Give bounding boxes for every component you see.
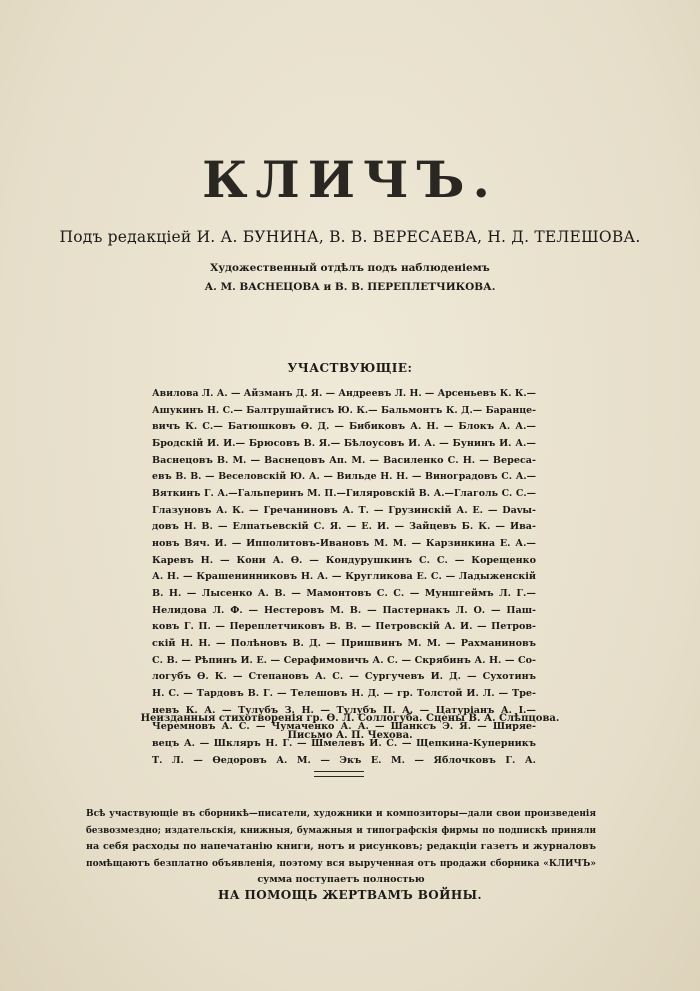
- notice-line: безвозмездно; издательскія, книжныя, бумажныя и типографскія фирмы по подпискѣ приняли: [86, 825, 596, 836]
- notice-paragraph: [86, 806, 596, 889]
- participants-line: В. Н. — Лысенко А. В. — Мамонтовъ С. С. — Муншгеймъ Л. Г.—: [152, 588, 536, 600]
- chekhov-letter-line: Письмо А. П. Чехова.: [287, 730, 413, 741]
- art-department-line: Художественный отдѣлъ подъ наблюденіемъ: [210, 262, 490, 274]
- notice-line: сумма поступаетъ полностью: [257, 874, 425, 885]
- participants-line: Вяткинъ Г. А.—Гальперинъ М. П.—Гиляровскій В. А.—Глаголь С. С.—: [152, 488, 536, 500]
- participants-line: Каревъ Н. — Кони А. Ѳ. — Кондурушкинъ С. С. — Корещенко: [152, 554, 536, 566]
- participants-line: логубъ Ѳ. К. — Степановъ А. С. — Сургучевъ И. Д. — Сухотинъ: [152, 671, 536, 683]
- unpublished-works-line: Неизданныя стихотворенія гр. Ѳ. Л. Соллогуба. Сцены В. А. Слѣпцова.: [140, 713, 560, 724]
- art-department-names: А. М. ВАСНЕЦОВА и В. В. ПЕРЕПЛЕТЧИКОВА.: [204, 281, 496, 293]
- participants-line: вецъ А. — Шкляръ Н. Г. — Шмелевъ И. С. — Щепкина-Куперникъ: [152, 738, 536, 750]
- participants-line: Т. Л. — Ѳедоровъ А. М. — Экъ Е. М. — Яблочковъ Г. А.: [152, 754, 536, 766]
- editors-line: Подъ редакціей И. А. БУНИНА, В. В. ВЕРЕСАЕВА, Н. Д. ТЕЛЕШОВА.: [59, 228, 641, 246]
- participants-line: довъ Н. В. — Елпатьевскій С. Я. — Е. И. — Зайцевъ Б. К. — Ива-: [152, 521, 536, 533]
- participants-line: Васнецовъ В. М. — Васнецовъ Ап. М. — Василенко С. Н. — Вереса-: [152, 454, 536, 466]
- notice-line: Всѣ участвующіе въ сборникѣ—писатели, художники и композиторы—дали свои произведенія: [86, 809, 596, 819]
- participants-heading: УЧАСТВУЮЩІЕ:: [287, 361, 413, 375]
- participants-line: Н. С. — Тардовъ В. Г. — Телешовъ Н. Д. — гр. Толстой И. Л. — Тре-: [152, 688, 536, 700]
- participants-line: скій Н. Н. — Полѣновъ В. Д. — Пришвинъ М. М. — Рахманиновъ: [152, 638, 536, 650]
- participants-line: евъ В. В. — Веселовскій Ю. А. — Вильде Н. Н. — Виноградовъ С. А.—: [152, 471, 536, 483]
- participants-line: Черемновъ А. С. — Чумаченко А. А. — Шанксъ Э. Я. — Ширяе-: [152, 721, 536, 733]
- participants-line: невъ К. А. — Тулубъ З. Н. — Тулубъ П. А. — Цатуріанъ А. І.—: [152, 704, 536, 716]
- participants-line: Нелидова Л. Ф. — Нестеровъ М. В. — Пастернакъ Л. О. — Паш-: [152, 604, 536, 616]
- participants-line: Бродскій И. И.— Брюсовъ В. Я.— Бѣлоусовъ И. А. — Бунинъ И. А.—: [152, 438, 536, 450]
- participants-line: новъ Вяч. И. — Ипполитовъ-Ивановъ М. М. — Карзинкина Е. А.—: [152, 538, 536, 550]
- participants-line: Ашукинъ Н. С.— Балтрушайтисъ Ю. К.— Бальмонтъ К. Д.— Баранце-: [152, 404, 536, 416]
- participants-line: вичъ К. С.— Батюшковъ Ѳ. Д. — Бибиковъ А. Н. — Блокъ А. А.—: [152, 421, 536, 433]
- participants-line: Глазуновъ А. К. — Гречаниновъ А. Т. — Грузинскій А. Е. — Davы-: [152, 504, 536, 516]
- participants-line: С. В. — Рѣпинъ И. Е. — Серафимовичъ А. С. — Скрябинъ А. Н. — Со-: [152, 654, 536, 666]
- participants-line: Авилова Л. А. — Айзманъ Д. Я. — Андреевъ Л. Н. — Арсеньевъ К. К.—: [152, 388, 536, 399]
- notice-line: на себя расходы по напечатанію книги, нотъ и рисунковъ; редакціи газетъ и журналовъ: [86, 841, 596, 852]
- participants-line: А. Н. — Крашенинниковъ Н. А. — Кругликова Е. С. — Ладыженскій: [152, 571, 536, 583]
- book-title: КЛИЧЪ.: [202, 150, 498, 209]
- closing-slogan: НА ПОМОЩЬ ЖЕРТВАМЪ ВОЙНЫ.: [218, 888, 482, 902]
- participants-list: [152, 386, 536, 769]
- participants-line: ковъ Г. П. — Переплетчиковъ В. В. — Петровскій А. И. — Петров-: [152, 621, 536, 633]
- double-rule-divider: [314, 771, 364, 777]
- notice-line: помѣщаютъ безплатно объявленія, поэтому вся вырученная отъ продажи сборника «КЛИЧЪ»: [86, 858, 596, 869]
